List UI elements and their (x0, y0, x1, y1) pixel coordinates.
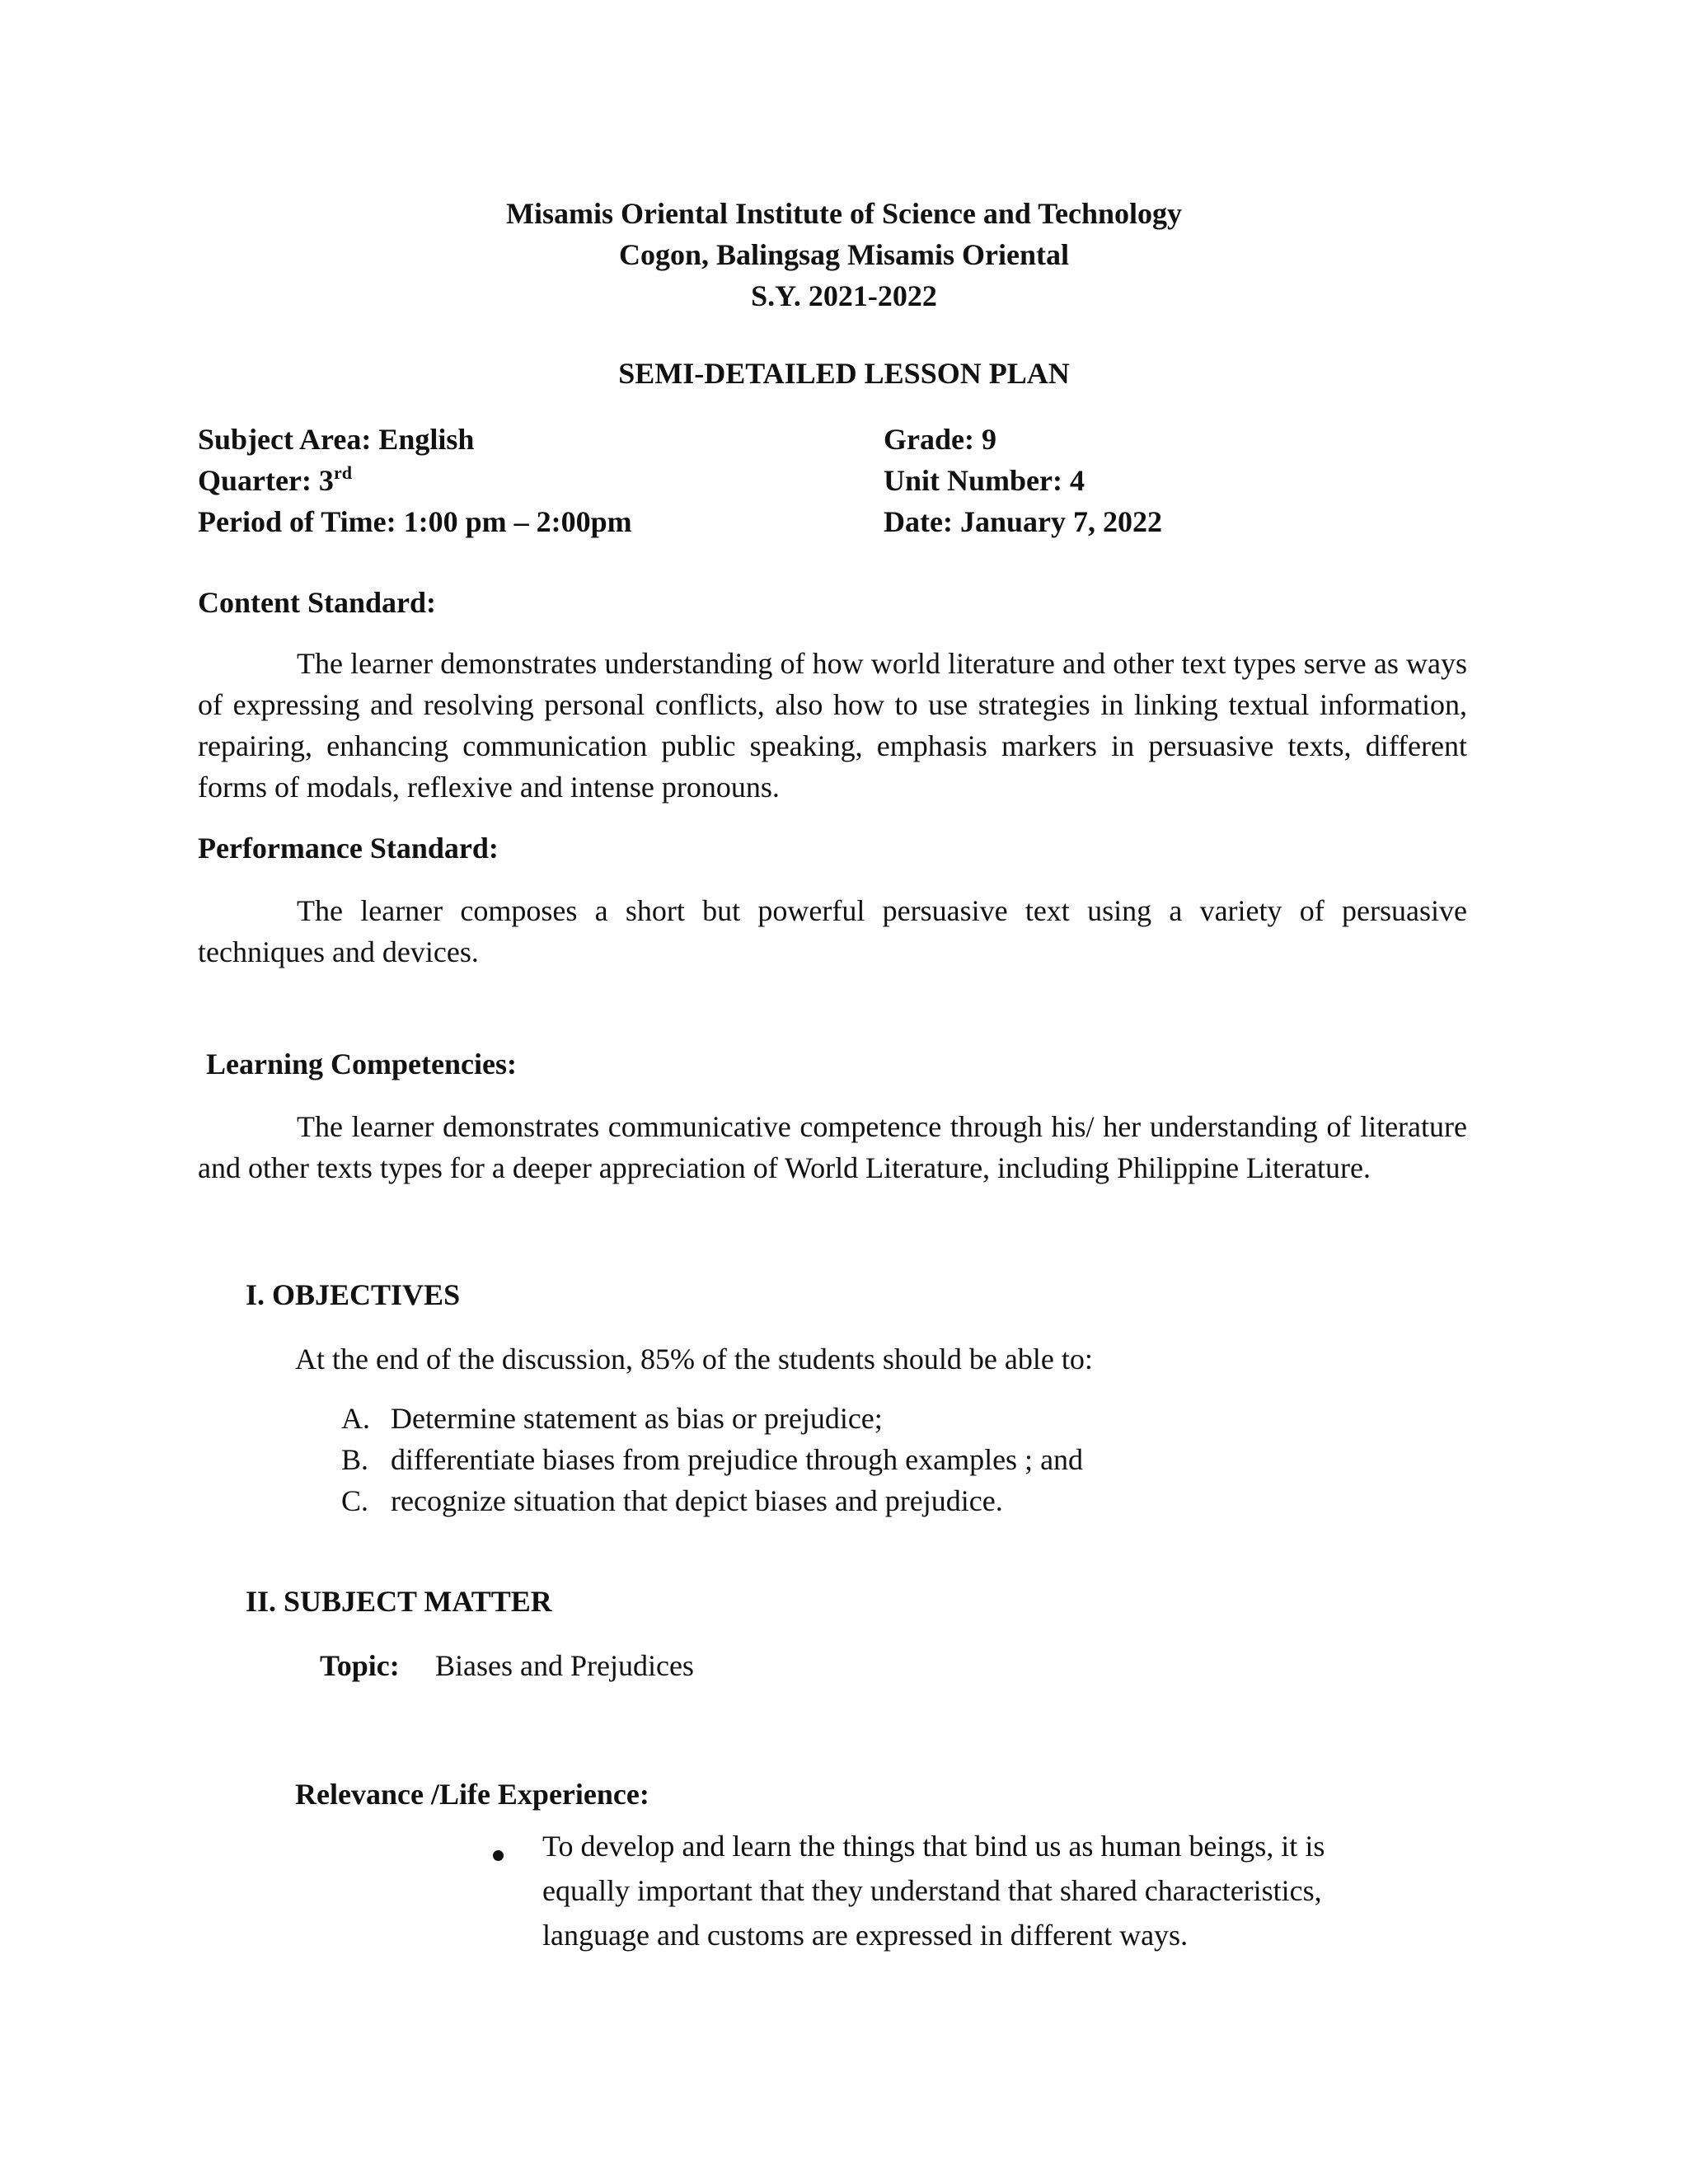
subject-area: Subject Area: English (198, 423, 475, 456)
objectives-intro: At the end of the discussion, 85% of the students should be able to: (295, 1343, 1093, 1376)
institution-address: Cogon, Balingsag Misamis Oriental (618, 238, 1070, 271)
institution-name: Misamis Oriental Institute of Science and Technology (505, 197, 1183, 230)
lesson-date: Date: January 7, 2022 (884, 505, 1162, 538)
relevance-bullet-text: To develop and learn the things that bind us as human beings, it is equally important that they understand that shared characteristics, language and customs are expressed in different ways. (542, 1830, 1325, 1952)
performance-standard-heading: Performance Standard: (198, 832, 499, 865)
learning-competencies-text: The learner demonstrates communicative competence through his/ her understanding of literature and other texts types for a deeper appreciation of World Literature, including Philippine Literature. (198, 1110, 1467, 1184)
quarter-suffix: rd (333, 462, 352, 483)
objective-marker: C. (341, 1484, 369, 1517)
unit-number: Unit Number: 4 (884, 464, 1085, 497)
content-standard-text: The learner demonstrates understanding of how world literature and other text types serve as ways of expressing and resolving personal conflicts, also how to use strategies in linking textual information, repairing, enhancing communication public speaking, emphasis markers in persuasive texts, different forms of modals, reflexive and intense pronouns. (198, 647, 1467, 804)
performance-standard-text: The learner composes a short but powerful persuasive text using a variety of persuasive techniques and devices. (198, 894, 1467, 968)
topic-value: Biases and Prejudices (435, 1649, 694, 1682)
relevance-heading: Relevance /Life Experience: (295, 1778, 649, 1811)
objective-item-c (341, 1483, 368, 1518)
objective-text-b: differentiate biases from prejudice through examples ; and (391, 1443, 1084, 1476)
objective-marker: A. (341, 1402, 370, 1435)
learning-competencies-heading: Learning Competencies: (206, 1047, 517, 1080)
objective-text-a: Determine statement as bias or prejudice; (391, 1402, 883, 1435)
objective-item-a (341, 1401, 370, 1436)
subject-matter-heading: II. SUBJECT MATTER (246, 1585, 552, 1618)
objective-text-c: recognize situation that depict biases and prejudice. (391, 1484, 1003, 1517)
quarter-label: Quarter: 3 (198, 464, 334, 497)
period-of-time: Period of Time: 1:00 pm – 2:00pm (198, 505, 632, 538)
content-standard-heading: Content Standard: (198, 586, 437, 619)
topic-label: Topic: (320, 1649, 400, 1682)
objective-marker: B. (341, 1443, 369, 1476)
quarter (198, 463, 352, 498)
document-title: SEMI-DETAILED LESSON PLAN (618, 357, 1070, 390)
grade: Grade: 9 (884, 423, 996, 456)
objectives-heading: I. OBJECTIVES (246, 1278, 461, 1311)
bullet-icon (493, 1850, 504, 1861)
school-year: S.Y. 2021-2022 (751, 279, 937, 312)
objective-item-b (341, 1442, 368, 1477)
